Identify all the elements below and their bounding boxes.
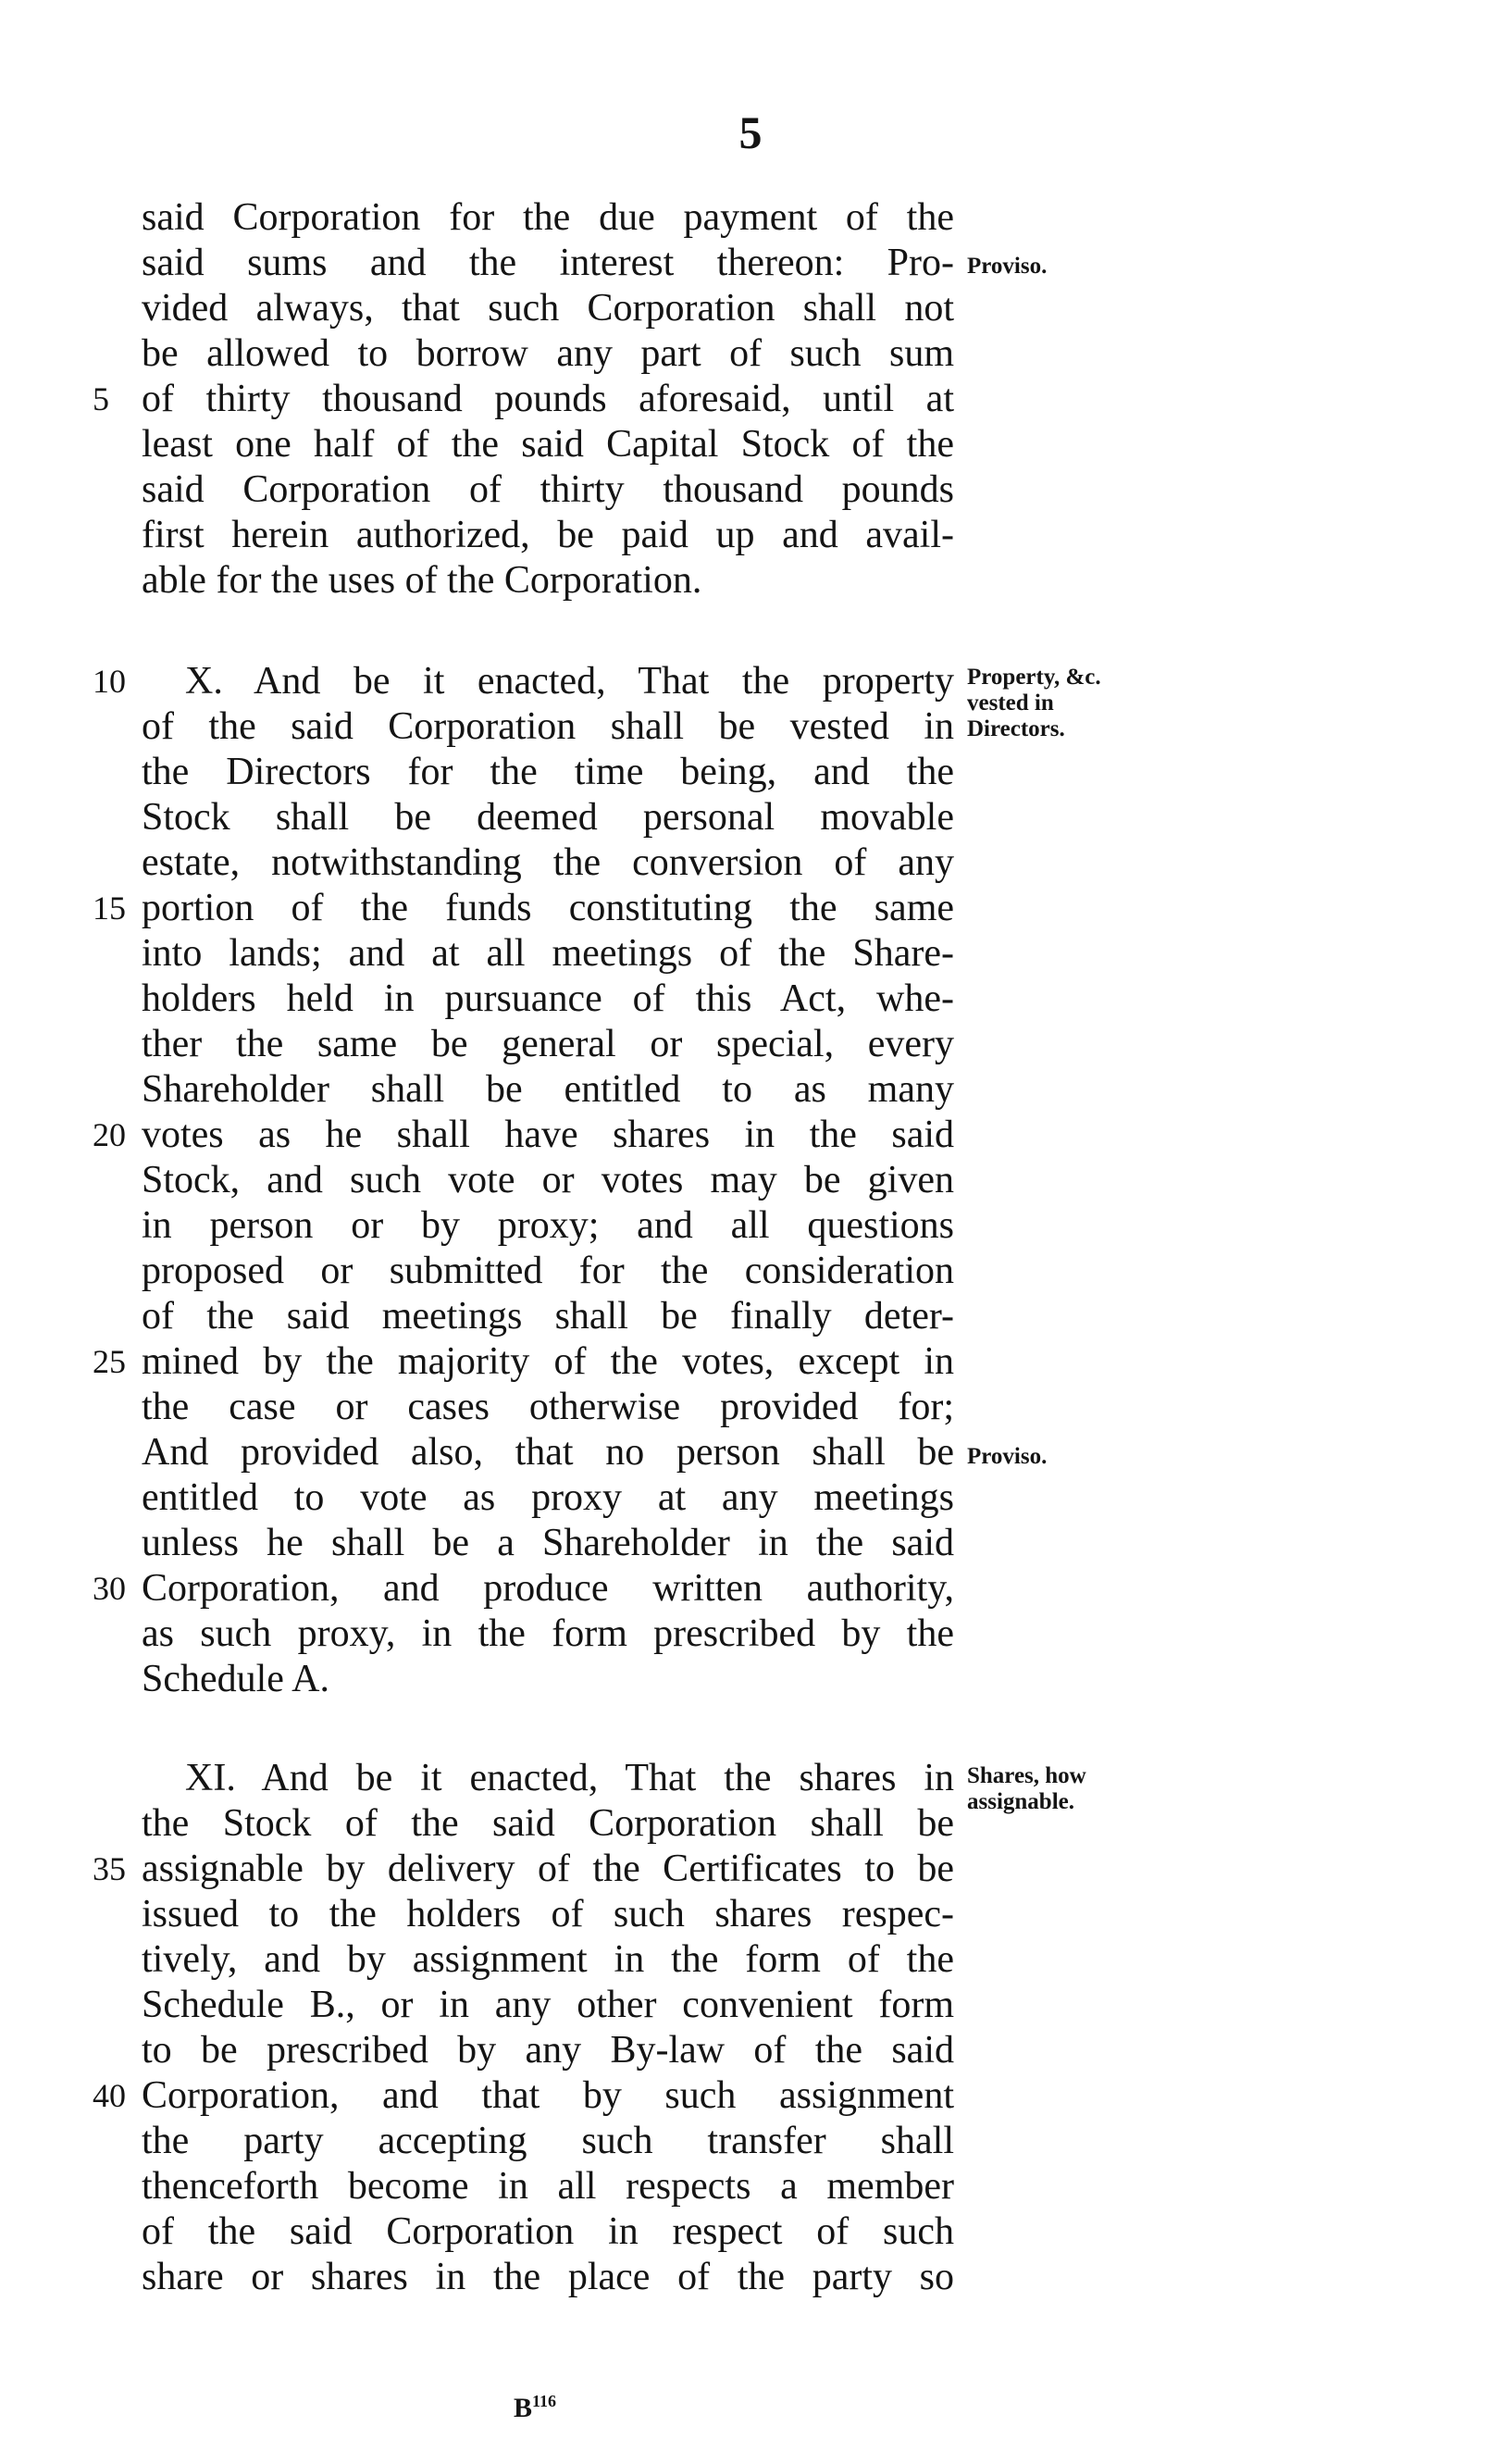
text-line: votes as he shall have shares in the said xyxy=(142,1114,954,1156)
line-number: 20 xyxy=(93,1116,126,1153)
text-line: And provided also, that no person shall be xyxy=(142,1431,954,1474)
margin-note-proviso: Proviso. xyxy=(967,1444,1048,1469)
text-line: the Stock of the said Corporation shall be xyxy=(142,1802,954,1845)
text-line: the Directors for the time being, and the xyxy=(142,751,954,793)
text-line: able for the uses of the Corporation. xyxy=(142,559,702,602)
text-line: Schedule B., or in any other convenient form xyxy=(142,1984,954,2026)
text-line: into lands; and at all meetings of the Share- xyxy=(142,932,954,975)
text-line: as such proxy, in the form prescribed by the xyxy=(142,1612,954,1655)
text-line: least one half of the said Capital Stock of the xyxy=(142,423,954,466)
text-line: mined by the majority of the votes, except in xyxy=(142,1340,954,1383)
text-line: Stock, and such vote or votes may be given xyxy=(142,1159,954,1201)
text-line: Shareholder shall be entitled to as many xyxy=(142,1068,954,1111)
signature-mark xyxy=(514,2393,556,2422)
text-line: XI. And be it enacted, That the shares in xyxy=(185,1757,954,1799)
text-line: proposed or submitted for the consideration xyxy=(142,1250,954,1292)
line-number: 5 xyxy=(93,380,109,417)
text-line: Schedule A. xyxy=(142,1658,329,1700)
text-line: tively, and by assignment in the form of the xyxy=(142,1938,954,1981)
margin-note-proviso: Proviso. xyxy=(967,254,1048,279)
text-line: Corporation, and that by such assignment xyxy=(142,2074,954,2117)
text-line: Corporation, and produce written authority, xyxy=(142,1567,954,1610)
text-line: the case or cases otherwise provided for; xyxy=(142,1386,954,1428)
text-line: said Corporation of thirty thousand pounds xyxy=(142,468,954,511)
text-line: entitled to vote as proxy at any meetings xyxy=(142,1476,954,1519)
signature-number: 116 xyxy=(532,2392,557,2410)
text-line: assignable by delivery of the Certificates to be xyxy=(142,1848,954,1890)
line-number: 10 xyxy=(93,663,126,700)
text-line: of the said Corporation shall be vested in xyxy=(142,705,954,748)
line-number: 30 xyxy=(93,1570,126,1607)
text-line: ther the same be general or special, every xyxy=(142,1023,954,1065)
text-line: issued to the holders of such shares respec- xyxy=(142,1893,954,1935)
text-line: estate, notwithstanding the conversion of any xyxy=(142,841,954,884)
text-line: holders held in pursuance of this Act, whe- xyxy=(142,977,954,1020)
text-line: said Corporation for the due payment of the xyxy=(142,196,954,239)
page-number: 5 xyxy=(738,106,763,158)
text-line: of the said Corporation in respect of such xyxy=(142,2210,954,2253)
text-line: in person or by proxy; and all questions xyxy=(142,1204,954,1247)
text-line: first herein authorized, be paid up and avail- xyxy=(142,514,954,556)
line-number: 15 xyxy=(93,890,126,927)
text-line: of the said meetings shall be finally deter- xyxy=(142,1295,954,1338)
text-line: of thirty thousand pounds aforesaid, until at xyxy=(142,378,954,420)
text-line: unless he shall be a Shareholder in the said xyxy=(142,1522,954,1564)
text-line: be allowed to borrow any part of such sum xyxy=(142,332,954,375)
margin-note-shares: Shares, how assignable. xyxy=(967,1763,1086,1814)
text-line: to be prescribed by any By-law of the said xyxy=(142,2029,954,2072)
text-line: vided always, that such Corporation shall not xyxy=(142,287,954,330)
line-number: 35 xyxy=(93,1850,126,1887)
text-line: said sums and the interest thereon: Pro- xyxy=(142,242,954,284)
text-line: thenceforth become in all respects a member xyxy=(142,2165,954,2208)
signature-letter: B xyxy=(514,2393,533,2423)
text-line: Stock shall be deemed personal movable xyxy=(142,796,954,839)
text-line: portion of the funds constituting the same xyxy=(142,887,954,929)
text-line: the party accepting such transfer shall xyxy=(142,2120,954,2162)
text-line: share or shares in the place of the party so xyxy=(142,2256,954,2298)
text-line: X. And be it enacted, That the property xyxy=(185,660,954,703)
line-number: 40 xyxy=(93,2077,126,2114)
margin-note-property: Property, &c. vested in Directors. xyxy=(967,665,1101,741)
line-number: 25 xyxy=(93,1343,126,1380)
